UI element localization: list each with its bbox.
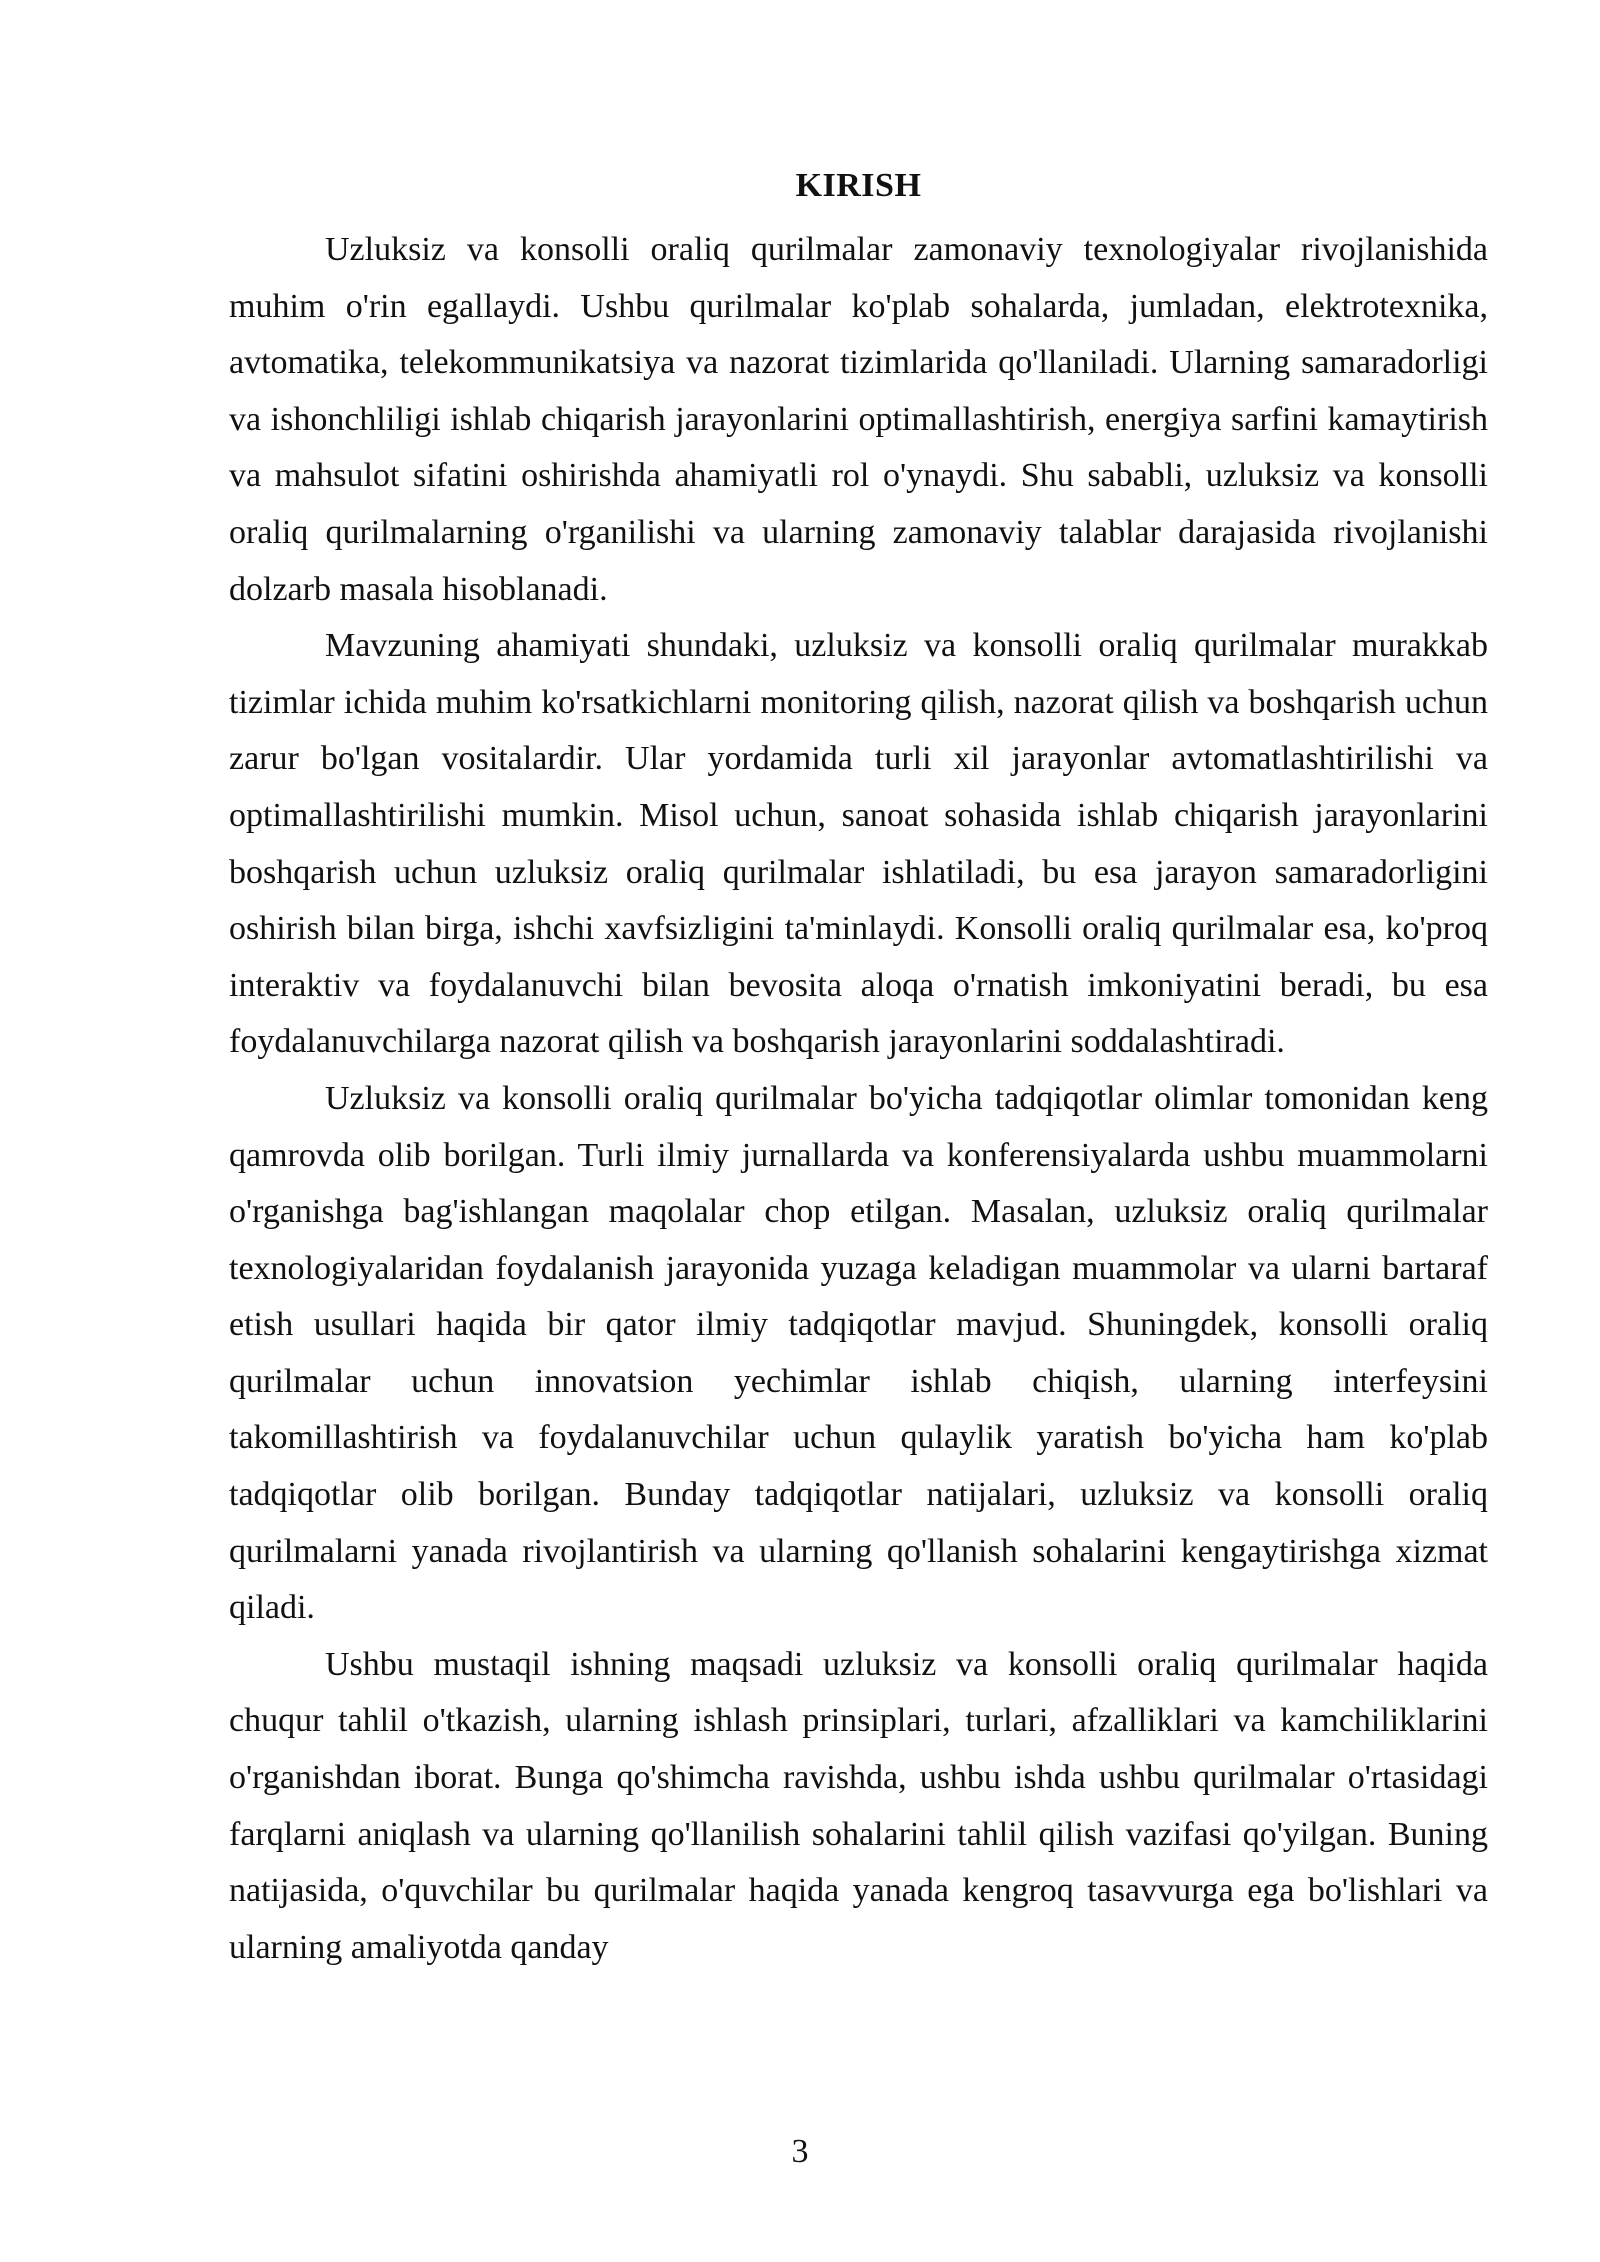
paragraph-research: Uzluksiz va konsolli oraliq qurilmalar bo'yicha tadqiqotlar olimlar tomonidan keng qamrovda olib borilgan. Turli ilmiy jurnallarda va konferensiyalarda ushbu muammolarni o'rganishga bag'ishlangan maqolalar chop etilgan. Masalan, uzluksiz oraliq qurilmalar texnologiyalaridan foydalanish jarayonida yuzaga keladigan muammolar va ularni bartaraf etish usullari haqida bir qator ilmiy tadqiqotlar mavjud. Shuningdek, konsolli oraliq qurilmalar uchun innovatsion yechimlar ishlab chiqish, ularning interfeysini takomillashtirish va foydalanuvchilar uchun qulaylik yaratish bo'yicha ham ko'plab tadqiqotlar olib borilgan. Bunday tadqiqotlar natijalari, uzluksiz va konsolli oraliq qurilmalarni yanada rivojlantirish va ularning qo'llanish sohalarini kengaytirishga xizmat qiladi.: [229, 1079, 1488, 1627]
paragraph-relevance: Mavzuning ahamiyati shundaki, uzluksiz va konsolli oraliq qurilmalar murakkab tizimlar ichida muhim ko'rsatkichlarni monitoring qilish, nazorat qilish va boshqarish uchun zarur bo'lgan vositalardir. Ular yordamida turli xil jarayonlar avtomatlashtirilishi va optimallashtirilishi mumkin. Misol uchun, sanoat sohasida ishlab chiqarish jarayonlarini boshqarish uchun uzluksiz oraliq qurilmalar ishlatiladi, bu esa jarayon samaradorligini oshirish bilan birga, ishchi xavfsizligini ta'minlaydi. Konsolli oraliq qurilmalar esa, ko'proq interaktiv va foydalanuvchi bilan bevosita aloqa o'rnatish imkoniyatini beradi, bu esa foydalanuvchilarga nazorat qilish va boshqarish jarayonlarini soddalashtiradi.: [229, 627, 1488, 1061]
page-content: [229, 160, 1488, 1976]
section-title: KIRISH: [795, 167, 922, 204]
paragraph-goal: Ushbu mustaqil ishning maqsadi uzluksiz va konsolli oraliq qurilmalar haqida chuqur tahlil o'tkazish, ularning ishlash prinsiplari, turlari, afzalliklari va kamchiliklarini o'rganishdan iborat. Bunga qo'shimcha ravishda, ushbu ishda ushbu qurilmalar o'rtasidagi farqlarni aniqlash va ularning qo'llanilish sohalarini tahlil qilish vazifasi qo'yilgan. Buning natijasida, o'quvchilar bu qurilmalar haqida yanada kengroq tasavvurga ega bo'lishlari va ularning amaliyotda qanday: [229, 1645, 1488, 1966]
page-number: 3: [791, 2133, 809, 2170]
paragraph-intro: Uzluksiz va konsolli oraliq qurilmalar zamonaviy texnologiyalar rivojlanishida muhim o'rin egallaydi. Ushbu qurilmalar ko'plab sohalarda, jumladan, elektrotexnika, avtomatika, telekommunikatsiya va nazorat tizimlarida qo'llaniladi. Ularning samaradorligi va ishonchliligi ishlab chiqarish jarayonlarini optimallashtirish, energiya sarfini kamaytirish va mahsulot sifatini oshirishda ahamiyatli rol o'ynaydi. Shu sababli, uzluksiz va konsolli oraliq qurilmalarning o'rganilishi va ularning zamonaviy talablar darajasida rivojlanishi dolzarb masala hisoblanadi.: [229, 231, 1488, 608]
